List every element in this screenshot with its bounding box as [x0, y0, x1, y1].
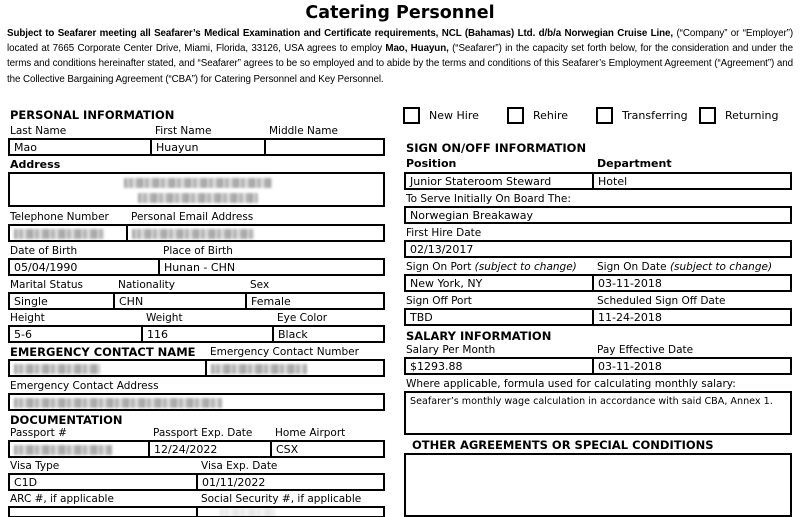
- sign-off-date-label: Scheduled Sign Off Date: [597, 295, 726, 307]
- address-label: Address: [10, 158, 61, 171]
- first-hire-date-field[interactable]: 02/13/2017: [410, 243, 474, 256]
- height-label: Height: [10, 312, 45, 324]
- pay-effective-date-label: Pay Effective Date: [597, 344, 694, 356]
- marital-status-field[interactable]: Single: [14, 295, 48, 308]
- department-label: Department: [597, 157, 672, 170]
- returning-checkbox[interactable]: [699, 107, 716, 124]
- returning-label: Returning: [725, 108, 779, 122]
- redacted-passport-number: [14, 445, 112, 455]
- checkbox-item-new-hire[interactable]: [403, 106, 479, 124]
- home-airport-field[interactable]: CSX: [270, 442, 383, 456]
- first-hire-row: [404, 240, 792, 258]
- sign-on-date-label: Sign On Date (subject to change): [597, 261, 773, 273]
- first-hire-label-row: [404, 227, 792, 240]
- name-values-row: [8, 138, 385, 156]
- intro-lead: Subject to Seafarer meeting all Seafarer’s Medical Examination and Certificate requirements, NCL (Bahamas) Ltd. d/b/a Norwegian Cruise Line,: [7, 28, 674, 39]
- place-of-birth-label: Place of Birth: [163, 245, 233, 257]
- first-name-field[interactable]: Huayun: [150, 140, 264, 154]
- rehire-checkbox[interactable]: [507, 107, 524, 124]
- marital-labels-row: [8, 279, 385, 292]
- right-column: [404, 104, 792, 517]
- middle-name-field[interactable]: [264, 140, 383, 154]
- arc-ssn-values-row: [8, 506, 385, 517]
- passport-number-field[interactable]: [10, 442, 148, 456]
- section-sign-on-off: SIGN ON/OFF INFORMATION: [406, 141, 587, 155]
- eye-color-label: Eye Color: [277, 312, 328, 324]
- nationality-label: Nationality: [118, 279, 176, 291]
- rehire-label: Rehire: [533, 108, 568, 122]
- sex-label: Sex: [250, 279, 270, 291]
- first-hire-date-label: First Hire Date: [406, 227, 482, 239]
- transferring-label: Transferring: [622, 108, 688, 122]
- vessel-label-row: [404, 193, 792, 206]
- visa-exp-label: Visa Exp. Date: [201, 460, 278, 472]
- height-field[interactable]: 5-6: [14, 328, 32, 341]
- last-name-label: Last Name: [10, 125, 67, 137]
- intro-paragraph: [7, 26, 793, 104]
- formula-label-row: [404, 378, 792, 391]
- body-values-row: [8, 325, 385, 343]
- redacted-telephone: [14, 229, 104, 239]
- email-label: Personal Email Address: [131, 211, 254, 223]
- emergency-address-field[interactable]: [10, 395, 383, 409]
- marital-status-label: Marital Status: [10, 279, 83, 291]
- birth-values-row: [8, 258, 385, 276]
- vessel-field[interactable]: Norwegian Breakaway: [410, 209, 533, 222]
- birth-labels-row: [8, 245, 385, 258]
- transferring-checkbox[interactable]: [596, 107, 613, 124]
- redacted-emergency-number: [211, 364, 307, 374]
- new-hire-label: New Hire: [429, 108, 479, 122]
- redacted-email: [132, 229, 254, 239]
- home-airport-label: Home Airport: [275, 427, 346, 439]
- passport-exp-label: Passport Exp. Date: [153, 427, 253, 439]
- redacted-emergency-address: [14, 398, 222, 408]
- telephone-field[interactable]: [10, 226, 126, 240]
- department-field[interactable]: Hotel: [592, 174, 790, 188]
- intro-body-2: (“Seafarer”) in the capacity set forth below, for the consideration and under the terms and conditions hereinafter stated, and “Seafarer” agrees to be so employed and to abide by the terms and conditions of this Seafarer’s Employment Agreement (“Agreement”) and the Collective Bargaining Agreement (“CBA”) for Catering Personnel and Key Personnel.: [7, 43, 793, 85]
- arc-ssn-labels-row: [8, 493, 385, 506]
- emergency-name-field[interactable]: [10, 361, 205, 375]
- last-name-field[interactable]: Mao: [14, 141, 37, 154]
- visa-type-label: Visa Type: [10, 460, 60, 472]
- passport-values-row: [8, 440, 385, 458]
- passport-exp-field[interactable]: 12/24/2022: [148, 442, 270, 456]
- salary-formula-label: Where applicable, formula used for calculating monthly salary:: [406, 378, 736, 390]
- eye-color-field[interactable]: Black: [272, 327, 383, 341]
- sign-off-values-row: [404, 308, 792, 326]
- sign-on-labels-row: [404, 261, 792, 274]
- vessel-label: To Serve Initially On Board The:: [406, 193, 571, 205]
- sign-on-port-label: Sign On Port (subject to change): [406, 261, 577, 273]
- salary-formula-field[interactable]: Seafarer’s monthly wage calculation in accordance with said CBA, Annex 1.: [410, 396, 773, 407]
- sign-on-values-row: [404, 274, 792, 292]
- telephone-label: Telephone Number: [10, 211, 109, 223]
- other-agreements-field[interactable]: [406, 455, 790, 515]
- redacted-address-line-1: [124, 178, 272, 188]
- visa-exp-field[interactable]: 01/11/2022: [196, 475, 383, 489]
- address-row: [8, 172, 385, 207]
- emergency-number-field[interactable]: [205, 361, 383, 375]
- salary-per-month-label: Salary Per Month: [406, 344, 496, 356]
- position-values-row: [404, 172, 792, 190]
- place-of-birth-field[interactable]: Hunan - CHN: [158, 260, 383, 274]
- salary-labels-row: [404, 344, 792, 357]
- nationality-field[interactable]: CHN: [113, 294, 245, 308]
- pay-effective-date-field[interactable]: 03-11-2018: [592, 359, 790, 373]
- emergency-values-row: [8, 359, 385, 377]
- section-personal-information: PERSONAL INFORMATION: [10, 108, 175, 122]
- intro-body-1: (“Company” or “Employer”) located at 7665 Corporate Center Drive, Miami, Florida, 33126, USA agrees to employ: [7, 28, 793, 55]
- hire-status-row: [404, 106, 792, 124]
- emergency-labels-row: [8, 346, 385, 359]
- left-column: [8, 104, 385, 517]
- date-of-birth-label: Date of Birth: [10, 245, 78, 257]
- date-of-birth-field[interactable]: 05/04/1990: [14, 261, 78, 274]
- checkbox-item-rehire[interactable]: [507, 106, 568, 124]
- section-documentation: DOCUMENTATION: [10, 413, 123, 427]
- salary-values-row: [404, 357, 792, 375]
- sign-off-labels-row: [404, 295, 792, 308]
- sign-off-date-field[interactable]: 11-24-2018: [592, 310, 790, 324]
- weight-label: Weight: [146, 312, 183, 324]
- body-labels-row: [8, 312, 385, 325]
- contact-labels-row: [8, 211, 385, 224]
- redacted-ssn: [220, 508, 275, 516]
- sign-off-port-field[interactable]: TBD: [410, 311, 433, 324]
- section-salary-information: SALARY INFORMATION: [406, 329, 552, 343]
- emergency-address-label: Emergency Contact Address: [10, 380, 159, 392]
- position-labels-row: [404, 157, 792, 170]
- sign-on-date-note: (subject to change): [669, 261, 773, 273]
- visa-labels-row: [8, 460, 385, 473]
- arc-number-field[interactable]: [10, 508, 196, 516]
- address-field[interactable]: [10, 174, 383, 205]
- sign-on-port-note: (subject to change): [474, 261, 577, 273]
- visa-values-row: [8, 473, 385, 491]
- emergency-address-label-row: [8, 380, 385, 393]
- weight-field[interactable]: 116: [141, 327, 272, 341]
- formula-row: [404, 391, 792, 435]
- page-title: Catering Personnel: [305, 3, 495, 23]
- passport-labels-row: [8, 427, 385, 440]
- arc-number-label: ARC #, if applicable: [10, 493, 114, 505]
- new-hire-checkbox[interactable]: [403, 107, 420, 124]
- contact-values-row: [8, 224, 385, 242]
- marital-values-row: [8, 292, 385, 310]
- middle-name-label: Middle Name: [269, 125, 338, 137]
- email-field[interactable]: [126, 226, 383, 240]
- ssn-label: Social Security #, if applicable: [201, 493, 362, 505]
- sex-field[interactable]: Female: [245, 294, 383, 308]
- checkbox-item-returning[interactable]: [699, 106, 779, 124]
- ssn-field[interactable]: [196, 508, 383, 516]
- redacted-emergency-name: [14, 364, 100, 374]
- name-labels-row: [8, 125, 385, 138]
- passport-number-label: Passport #: [10, 427, 67, 439]
- vessel-row: [404, 206, 792, 224]
- section-emergency-contact: EMERGENCY CONTACT NAME: [10, 345, 196, 359]
- first-name-label: First Name: [155, 125, 212, 137]
- sign-on-port-field[interactable]: New York, NY: [410, 277, 483, 290]
- position-field[interactable]: Junior Stateroom Steward: [410, 175, 552, 188]
- visa-type-field[interactable]: C1D: [14, 476, 38, 489]
- emergency-number-label: Emergency Contact Number: [210, 346, 359, 358]
- sign-on-date-field[interactable]: 03-11-2018: [592, 276, 790, 290]
- emergency-address-row: [8, 393, 385, 411]
- redacted-address-line-2: [138, 193, 258, 203]
- seafarer-name: Mao, Huayun,: [385, 43, 449, 55]
- section-other-agreements: OTHER AGREEMENTS OR SPECIAL CONDITIONS: [412, 438, 714, 452]
- other-agreements-row: [404, 453, 792, 517]
- position-label: Position: [406, 157, 457, 170]
- salary-per-month-field[interactable]: $1293.88: [410, 360, 463, 373]
- sign-off-port-label: Sign Off Port: [406, 295, 472, 307]
- checkbox-item-transferring[interactable]: [596, 106, 688, 124]
